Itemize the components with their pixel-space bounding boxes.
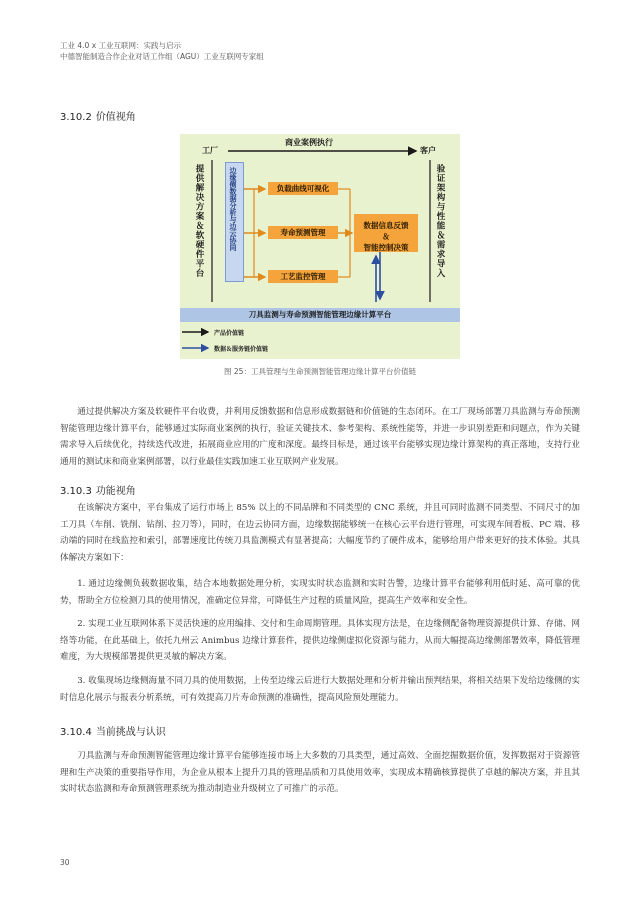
diagram-arrows (180, 134, 460, 359)
legend-data-label: 数据＆服务链价值链 (214, 346, 269, 353)
section-heading-3-10-2 (60, 108, 136, 123)
box-data-feedback (354, 214, 418, 252)
edge-analysis-box (225, 162, 244, 282)
section-number: 3.10.4 (60, 727, 92, 738)
paragraph-function-item-2: 2. 实现工业互联网体系下灵活快速的应用编排、交付和生命周期管理。具体实现方法是，在边缘侧配备物理资源提供计算、存储、网络等功能，在此基础上，依托九州云 Animbus 边缘计算套件，提供边缘侧虚拟化资源与能力，从而大幅提高边缘侧部署效率，降低管理难度，为大规模部署提供更灵敏的解决方案。 (60, 619, 580, 662)
section-title: 价值视角 (95, 112, 136, 123)
section-title: 功能视角 (95, 486, 136, 497)
section-number: 3.10.3 (60, 486, 92, 497)
paragraph-value-view: 通过提供解决方案及软硬件平台收费，并利用反馈数据和信息形成数据链和价值链的生态闭环。在工厂现场部署刀具监测与寿命预测智能管理边缘计算平台，能够通过实际商业案例的执行，验证关键技术、参考架构、系统性能等，并进一步识别差距和问题点，作为关键需求导入后续优化，持续迭代改进，拓展商业应用的广度和深度。最终目标是，通过该平台能够实现边缘计算架构的真正落地，支持行业通用的测试床和商业案例部署，以行业最佳实践加速工业互联网产业发展。 (60, 407, 580, 467)
section-title: 当前挑战与认识 (95, 727, 166, 738)
customer-label: 客户 (420, 146, 436, 155)
box-data-feedback-line1: 数据信息反馈 (363, 221, 409, 230)
factory-label: 工厂 (202, 146, 218, 155)
section-number: 3.10.2 (60, 112, 92, 123)
legend-product-label: 产品价值链 (214, 330, 245, 337)
paragraph-function-item-1: 1. 通过边缘侧负载数据收集，结合本地数据处理分析，实现实时状态监测和实时告警，边缘计算平台能够利用低时延、高可靠的优势，帮助全方位检测刀具的使用情况，准确定位异常，可降低生产过程的质量风险，提高生产效率和安全性。 (60, 579, 580, 606)
top-arrow-label: 商业案例执行 (285, 138, 333, 147)
header-title: 工业 4.0 x 工业互联网：实践与启示 (60, 41, 182, 50)
section-heading-3-10-4 (60, 723, 166, 738)
box-process-monitoring: 工艺监控管理 (268, 270, 338, 283)
figure-caption: 图 25：工具管理与生命预测智能管理边缘计算平台价值链 (224, 367, 416, 376)
edge-analysis-label: 边缘侧数据分析与边云协同 (229, 167, 237, 251)
section-heading-3-10-3 (60, 482, 136, 497)
value-chain-diagram (180, 134, 460, 359)
header-subtitle: 中德智能制造合作企业对话工作组（AGU）工业互联网专家组 (60, 52, 264, 61)
paragraph-function-item-3: 3. 收集现场边缘侧海量不同刀具的使用数据，上传至边缘云后进行大数据处理和分析并输出预判结果，将相关结果下发给边缘侧的实时信息化展示与报表分析系统，可有效提高刀片寿命预测的准确性，提高风险预处理能力。 (60, 676, 580, 703)
box-data-feedback-line2: ＆ (382, 232, 390, 241)
left-vertical-label: 提供解决方案＆软硬件平台 (194, 164, 204, 278)
box-life-prediction: 寿命预测管理 (268, 226, 338, 239)
box-data-feedback-line3: 智能控制决策 (363, 243, 409, 252)
paragraph-challenges: 刀具监测与寿命预测智能管理边缘计算平台能够连接市场上大多数的刀具类型，通过高效、全面挖掘数据价值，发挥数据对于资源管理和生产决策的重要指导作用，为企业从根本上提升刀具的管理品质和刀具使用效率，实现成本精确核算提供了卓越的解决方案，并且其实时状态监测和寿命预测管理系统为推动制造业升级树立了可推广的示范。 (60, 751, 580, 794)
page-number: 30 (60, 858, 70, 867)
right-vertical-label: 验证架构与性能＆需求导入 (435, 164, 445, 278)
paragraph-function-intro: 在该解决方案中，平台集成了运行市场上 85% 以上的不同品牌和不同类型的 CNC 系统，并且可同时监测不同类型、不同尺寸的加工刀具（车削、铣削、钻削、拉刀等），同时，在边云协同方面，边缘数据能够统一在核心云平台进行管理，可实现车间看板、PC 端、移动端的同时在线监控和索引，部署速度比传统刀具监测模式有显著提高；大幅度节约了硬件成本，能够给用户带来更好的技术体验。其具体解决方案如下： (60, 503, 580, 563)
box-load-curve: 负载曲线可视化 (268, 182, 338, 195)
edge-platform-bar: 刀具监测与寿命预测智能管理边缘计算平台 (180, 308, 460, 322)
